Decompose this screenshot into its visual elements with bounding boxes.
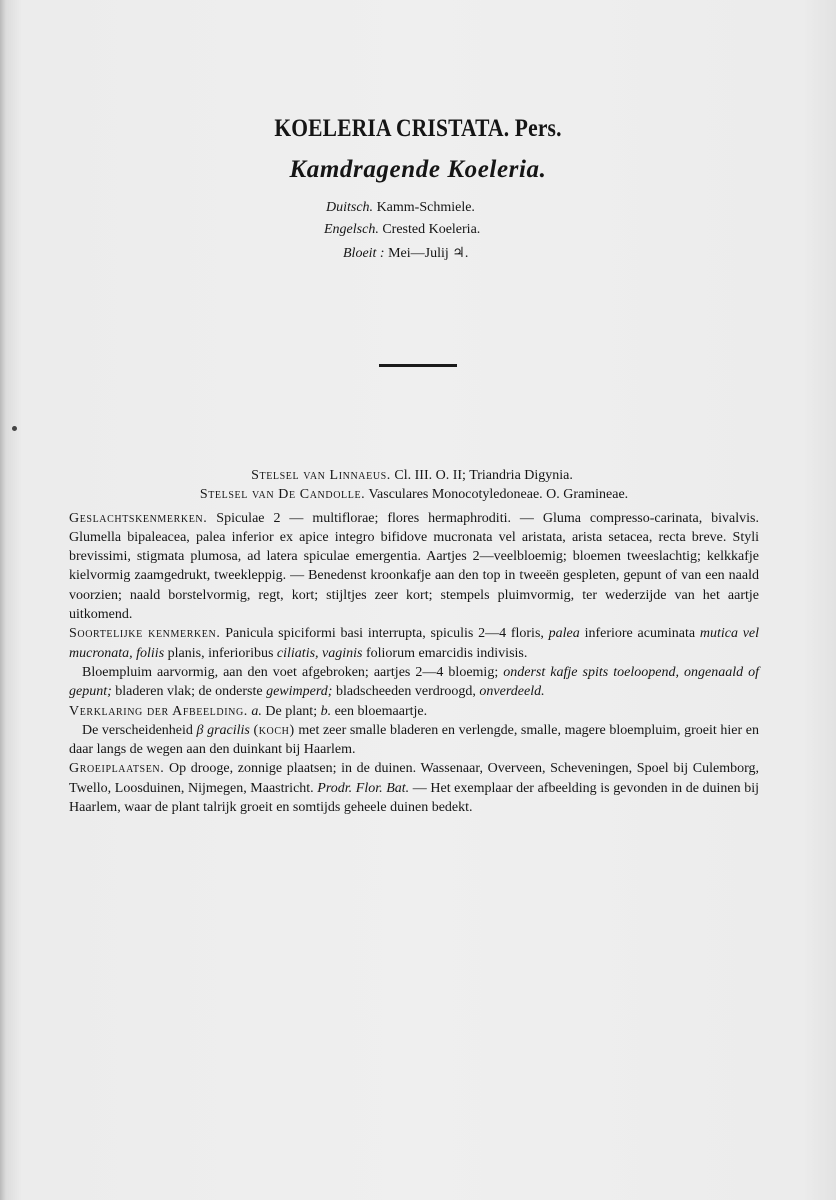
- species-label: Soortelijke kenmerken.: [69, 626, 221, 642]
- german-label: Duitsch.: [326, 200, 374, 215]
- genus-text: Spiculae 2 — multiflorae; flores hermaphroditi. — Gluma compresso-carinata, bivalvis. Glumella bipaleacea, palea inferior ex apice integro bifidove mucronata vel aristata, arista setacea, recta breve. Styli brevissimi, stigmata plumosa, ad latera spiculae emergentia. Aartjes 2—veelbloemig; bloemen tweeslachtig; kelkkafje kielvormig zaamgedrukt, tweekleppig. — Benedenst kroonkafje aan den top in tweeën gespleten, gepunt of van een naald voorzien; naald borstelvormig, regt, kort; stijltjes zeer kort; stempels pluimvormig, ter wederzijde van het aartje uitkomend.: [69, 510, 759, 623]
- figure-text-b: een bloemaartje.: [334, 703, 428, 719]
- divider-rule: [379, 364, 457, 367]
- species-text-italic: mutica vel mucronata, foliis: [69, 626, 760, 661]
- habitats-text: — Het exemplaar der afbeelding is gevonden in de duinen bij Haarlem, waar de plant talrijk groeit en somtijds geheele duinen bedekt.: [69, 780, 760, 816]
- habitats: [69, 759, 759, 817]
- figure-text-a: De plant;: [265, 703, 318, 719]
- species-common-name: Kamdragende Koeleria.: [289, 156, 547, 183]
- variety-note: [69, 721, 759, 760]
- variety-author: (koch): [253, 722, 295, 738]
- habitats-text: Op drooge, zonnige plaatsen; in de duinen. Wassenaar, Overveen, Scheveningen, Spoel bij Culemborg, Twello, Loosduinen, Nijmegen, Maastricht.: [69, 761, 759, 796]
- description-text: bladeren vlak; de onderste: [115, 684, 263, 700]
- description-text-italic: onverdeeld.: [479, 684, 545, 700]
- genus-label: Geslachtskenmerken.: [69, 510, 208, 526]
- dutch-description: [69, 663, 759, 702]
- flowering-line: [343, 245, 468, 262]
- candolle-classification: Vasculares Monocotyledoneae. O. Gramineae.: [368, 487, 629, 503]
- species-text: Panicula spiciformi basi interrupta, spiculis 2—4 floris,: [225, 626, 544, 642]
- genus-characters: [69, 509, 759, 625]
- linnaeus-classification: Cl. III. O. II; Triandria Digynia.: [394, 468, 573, 483]
- english-label: Engelsch.: [324, 222, 379, 237]
- german-name-line: [326, 200, 475, 216]
- variety-name: β gracilis: [196, 722, 250, 738]
- description-text: bladscheeden verdroogd,: [335, 684, 476, 700]
- english-name-line: [324, 222, 480, 238]
- species-title: KOELERIA CRISTATA. Pers.: [274, 115, 562, 142]
- description-text-italic: onderst kafje spits toeloopend, ongenaald of gepunt;: [69, 664, 760, 700]
- species-text: inferiore acuminata: [584, 626, 696, 642]
- ink-spot: [12, 426, 17, 431]
- flowering-period: Mei—Julij ♃.: [388, 246, 469, 261]
- variety-text: De verscheidenheid: [82, 722, 193, 738]
- species-text: planis, inferioribus: [167, 645, 274, 661]
- figure-key-a: a.: [251, 703, 262, 719]
- variety-text: met zeer smalle bladeren en verlengde, smalle, magere bloempluim, groeit hier en daar langs de wegen aan den duinkant bij Haarlem.: [69, 722, 759, 758]
- description-text: Bloempluim aarvormig, aan den voet afgebroken; aartjes 2—4 bloemig;: [82, 664, 499, 680]
- flowering-label: Bloeit :: [343, 246, 385, 261]
- description-text-italic: gewimperd;: [266, 684, 333, 700]
- figure-label: Verklaring der Afbeelding.: [69, 703, 248, 719]
- linnaeus-system: [65, 466, 759, 485]
- habitats-label: Groeiplaatsen.: [69, 761, 165, 777]
- figure-key-b: b.: [320, 703, 332, 719]
- candolle-label: Stelsel van De Candolle.: [199, 487, 366, 503]
- linnaeus-label: Stelsel van Linnaeus.: [251, 468, 391, 483]
- figure-explanation: [69, 702, 759, 721]
- species-text-italic: palea: [548, 626, 580, 642]
- species-characters: [69, 624, 759, 663]
- species-text: foliorum emarcidis indivisis.: [365, 645, 528, 661]
- candolle-system: [69, 485, 759, 504]
- german-name: Kamm-Schmiele.: [376, 200, 475, 215]
- english-name: Crested Koeleria.: [382, 222, 481, 237]
- habitats-reference: Prodr. Flor. Bat.: [317, 780, 410, 796]
- description-body: [69, 466, 759, 817]
- species-text-italic: ciliatis, vaginis: [276, 645, 363, 661]
